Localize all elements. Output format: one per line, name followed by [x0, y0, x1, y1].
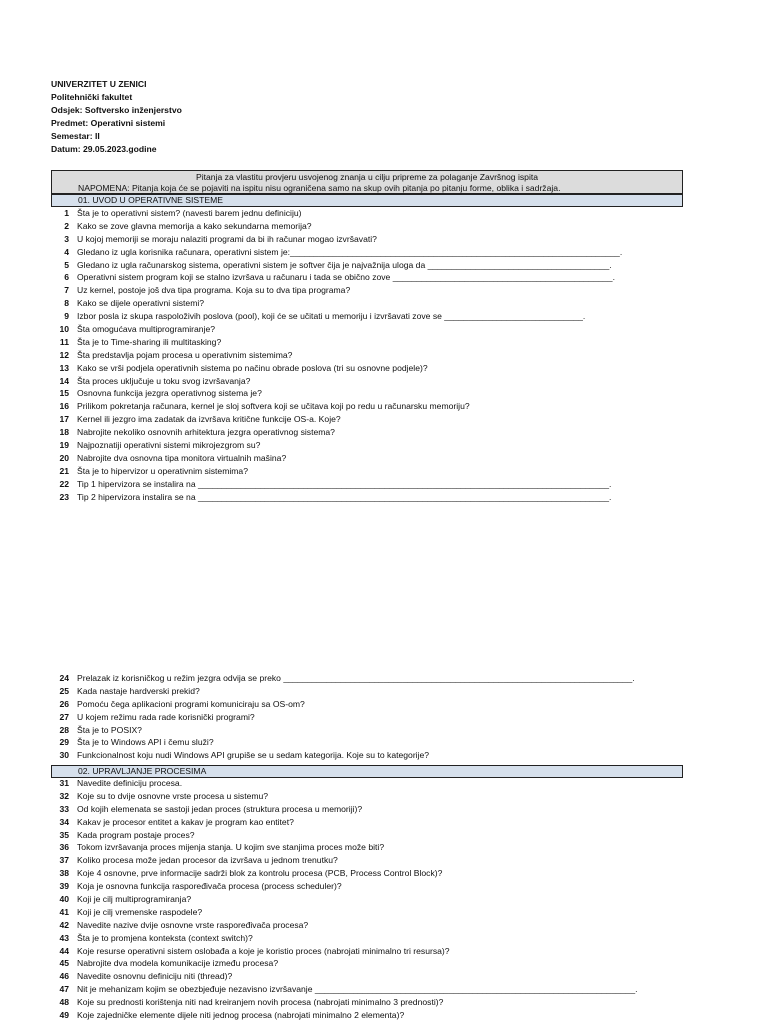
question-item: [51, 893, 683, 906]
question-text: Šta je to Windows API i čemu služi?: [77, 737, 214, 748]
question-text: Gledano iz ugla računarskog sistema, operativni sistem je softver čija je najvažnija uloga da ______________________________________.: [77, 259, 612, 270]
question-number: 30: [59, 750, 69, 761]
question-item: [51, 945, 683, 958]
question-number: 31: [59, 778, 69, 788]
question-item: [51, 478, 683, 491]
faculty-name: Politehnički fakultet: [51, 92, 133, 102]
question-item: [51, 452, 683, 465]
question-number: 22: [59, 478, 69, 489]
question-number: 48: [59, 997, 69, 1008]
question-text: Izbor posla iz skupa raspoloživih poslova (pool), koji će se učitati u memoriju i izvršavati zove se _____________________________.: [77, 311, 586, 322]
question-text: Kada program postaje proces?: [77, 829, 195, 840]
question-text: Koje su to dvije osnovne vrste procesa u sistemu?: [77, 790, 269, 801]
question-text: Nit je mehanizam kojim se obezbjeđuje nezavisno izvršavanje ___________________________________________________________________.: [77, 984, 638, 995]
question-item: [51, 426, 683, 439]
question-text: Šta predstavlja pojam procesa u operativnim sistemima?: [77, 349, 293, 360]
question-item: [51, 323, 683, 336]
date: Datum: 29.05.2023.godine: [51, 144, 157, 154]
question-text: Tip 1 hipervizora se instalira na ______________________________________________________________________________________.: [77, 478, 612, 489]
question-text: Uz kernel, postoje još dva tipa programa. Koja su to dva tipa programa?: [77, 285, 351, 296]
section-header-2: 02. UPRAVLJANJE PROCESIMA: [51, 765, 683, 778]
question-list-3: [51, 777, 683, 1022]
question-number: 14: [59, 375, 69, 386]
question-text: Šta je to hipervizor u operativnim sistemima?: [77, 465, 248, 476]
question-item: [51, 220, 683, 233]
question-item: [51, 829, 683, 842]
question-number: 39: [59, 881, 69, 892]
question-text: Kada nastaje hardverski prekid?: [77, 685, 200, 696]
question-number: 44: [59, 945, 69, 956]
question-number: 38: [59, 868, 69, 879]
question-text: Tokom izvršavanja proces mijenja stanja. U kojim sve stanjima proces može biti?: [77, 842, 385, 853]
question-number: 12: [59, 349, 69, 360]
question-text: Šta je to POSIX?: [77, 724, 142, 735]
question-number: 40: [59, 894, 69, 905]
question-text: Koje resurse operativni sistem oslobađa a koje je koristio proces (nabrojati minimalno tri resursa)?: [77, 945, 450, 956]
question-item: [51, 880, 683, 893]
question-text: Navedite nazive dvije osnovne vrste raspoređivača procesa?: [77, 919, 309, 930]
question-item: [51, 349, 683, 362]
question-item: [51, 698, 683, 711]
question-item: [51, 491, 683, 504]
question-number: 41: [59, 906, 69, 917]
question-text: Kernel ili jezgro ima zadatak da izvršava kritične funkcije OS-a. Koje?: [77, 414, 341, 425]
question-item: [51, 284, 683, 297]
banner-title: Pitanja za vlastitu provjeru usvojenog znanja u cilju pripreme za polaganje Završnog ispita: [195, 172, 539, 182]
question-text: Funkcionalnost koju nudi Windows API grupiše se u sedam kategorija. Koje su to kategorije?: [77, 750, 430, 761]
question-number: 11: [59, 336, 69, 347]
question-item: [51, 957, 683, 970]
question-item: [51, 983, 683, 996]
question-number: 33: [59, 803, 69, 814]
question-number: 43: [59, 932, 69, 943]
question-text: Pomoću čega aplikacioni programi komuniciraju sa OS-om?: [77, 698, 305, 709]
question-number: 37: [59, 855, 69, 866]
question-item: [51, 685, 683, 698]
question-number: 1: [64, 208, 69, 218]
question-item: [51, 906, 683, 919]
question-text: Nabrojite dva modela komunikacije između procesa?: [77, 958, 279, 969]
question-number: 27: [59, 711, 69, 722]
question-text: Kako se zove glavna memorija a kako sekundarna memorija?: [77, 220, 312, 231]
question-text: Od kojih elemenata se sastoji jedan proces (struktura procesa u memoriji)?: [77, 803, 363, 814]
document-header: [51, 78, 182, 156]
question-item: [51, 297, 683, 310]
question-text: Šta je to promjena konteksta (context switch)?: [77, 932, 253, 943]
question-item: [51, 465, 683, 478]
question-item: [51, 749, 683, 762]
question-number: 49: [59, 1010, 69, 1021]
department: Odsjek: Softversko inženjerstvo: [51, 105, 182, 115]
question-number: 6: [64, 272, 69, 283]
question-text: Osnovna funkcija jezgra operativnog sistema je?: [77, 388, 262, 399]
question-number: 34: [59, 816, 69, 827]
question-text: U kojoj memoriji se moraju nalaziti programi da bi ih računar mogao izvršavati?: [77, 233, 377, 244]
question-text: Koja je osnovna funkcija raspoređivača procesa (process scheduler)?: [77, 881, 342, 892]
question-number: 2: [64, 220, 69, 231]
question-list-1: [51, 207, 683, 503]
question-number: 32: [59, 790, 69, 801]
question-item: [51, 271, 683, 284]
question-item: [51, 711, 683, 724]
question-item: [51, 867, 683, 880]
question-item: [51, 1009, 683, 1022]
question-number: 9: [64, 311, 69, 322]
question-number: 13: [59, 362, 69, 373]
question-number: 20: [59, 452, 69, 463]
question-text: Koje su prednosti korištenja niti nad kreiranjem novih procesa (nabrojati minimalno 3 prednosti)?: [77, 997, 444, 1008]
question-text: Koji je cilj multiprogramiranja?: [77, 894, 192, 905]
question-list-2: [51, 672, 683, 762]
question-item: [51, 841, 683, 854]
question-text: Šta proces uključuje u toku svog izvršavanja?: [77, 375, 251, 386]
question-number: 15: [59, 388, 69, 399]
question-number: 36: [59, 842, 69, 853]
question-number: 7: [64, 285, 69, 296]
title-banner: [51, 170, 683, 194]
question-number: 5: [64, 259, 69, 270]
question-number: 42: [59, 919, 69, 930]
question-item: [51, 362, 683, 375]
question-number: 35: [59, 829, 69, 840]
question-item: [51, 803, 683, 816]
section-header-1: 01. UVOD U OPERATIVNE SISTEME: [51, 194, 683, 207]
question-item: [51, 970, 683, 983]
question-number: 45: [59, 958, 69, 969]
question-item: [51, 816, 683, 829]
question-text: Prelazak iz korisničkog u režim jezgra odvija se preko _________________________________________________________________________.: [77, 673, 635, 683]
question-text: Nabrojite nekoliko osnovnih arhitektura jezgra operativnog sistema?: [77, 427, 335, 438]
question-number: 17: [59, 414, 69, 425]
question-text: Kako se vrši podjela operativnih sistema po načinu obrade poslova (tri su osnovne podjele)?: [77, 362, 428, 373]
question-number: 8: [64, 298, 69, 309]
question-number: 3: [64, 233, 69, 244]
question-number: 18: [59, 427, 69, 438]
question-number: 26: [59, 698, 69, 709]
question-item: [51, 336, 683, 349]
question-number: 28: [59, 724, 69, 735]
question-text: U kojem režimu rada rade korisnički programi?: [77, 711, 255, 722]
question-number: 25: [59, 685, 69, 696]
question-item: [51, 207, 683, 220]
question-text: Koje 4 osnovne, prve informacije sadrži blok za kontrolu procesa (PCB, Process Control Block)?: [77, 868, 443, 879]
question-number: 21: [59, 465, 69, 476]
question-number: 47: [59, 984, 69, 995]
question-item: [51, 736, 683, 749]
question-text: Prilikom pokretanja računara, kernel je sloj softvera koji se učitava koji po redu u računarsku memoriju?: [77, 401, 470, 412]
question-text: Tip 2 hipervizora instalira se na ______________________________________________________________________________________.: [77, 491, 612, 502]
question-text: Koji je cilj vremenske raspodele?: [77, 906, 203, 917]
question-text: Operativni sistem program koji se stalno izvršava u računaru i tada se obično zove ______________________________________________.: [77, 272, 615, 283]
banner-note: NAPOMENA: Pitanja koja će se pojaviti na ispitu nisu ograničena samo na skup ovih pitanja po pitanju forme, oblika i sadržaja.: [78, 183, 561, 193]
question-item: [51, 996, 683, 1009]
question-text: Šta omogućava multiprogramiranje?: [77, 324, 216, 335]
question-number: 19: [59, 440, 69, 451]
question-item: [51, 439, 683, 452]
question-text: Najpoznatiji operativni sistemi mikrojezgrom su?: [77, 440, 261, 451]
question-text: Koliko procesa može jedan procesor da izvršava u jednom trenutku?: [77, 855, 338, 866]
question-item: [51, 919, 683, 932]
question-item: [51, 413, 683, 426]
question-text: Nabrojite dva osnovna tipa monitora virtualnih mašina?: [77, 452, 287, 463]
question-text: Šta je to operativni sistem? (navesti barem jednu definiciju): [77, 208, 302, 218]
question-item: [51, 790, 683, 803]
question-text: Šta je to Time-sharing ili multitasking?: [77, 336, 222, 347]
question-text: Kakav je procesor entitet a kakav je program kao entitet?: [77, 816, 294, 827]
question-item: [51, 724, 683, 737]
question-number: 46: [59, 971, 69, 982]
question-text: Navedite definiciju procesa.: [77, 778, 183, 788]
question-text: Gledano iz ugla korisnika računara, operativni sistem je:_____________________________________________________________________.: [77, 246, 623, 257]
question-number: 4: [64, 246, 69, 257]
subject: Predmet: Operativni sistemi: [51, 118, 166, 128]
question-number: 23: [59, 491, 69, 502]
question-item: [51, 854, 683, 867]
question-text: Navedite osnovnu definiciju niti (thread)?: [77, 971, 233, 982]
question-item: [51, 932, 683, 945]
question-item: [51, 375, 683, 388]
university-name: UNIVERZITET U ZENICI: [51, 79, 147, 89]
question-text: Kako se dijele operativni sistemi?: [77, 298, 205, 309]
question-item: [51, 387, 683, 400]
question-item: [51, 777, 683, 790]
question-item: [51, 233, 683, 246]
question-number: 16: [59, 401, 69, 412]
question-item: [51, 259, 683, 272]
semester: Semestar: II: [51, 131, 100, 141]
question-number: 24: [59, 673, 69, 683]
question-item: [51, 400, 683, 413]
question-number: 29: [59, 737, 69, 748]
question-item: [51, 246, 683, 259]
question-item: [51, 672, 683, 685]
question-item: [51, 310, 683, 323]
question-text: Koje zajedničke elemente dijele niti jednog procesa (nabrojati minimalno 2 elementa)?: [77, 1010, 405, 1021]
question-number: 10: [59, 324, 69, 335]
